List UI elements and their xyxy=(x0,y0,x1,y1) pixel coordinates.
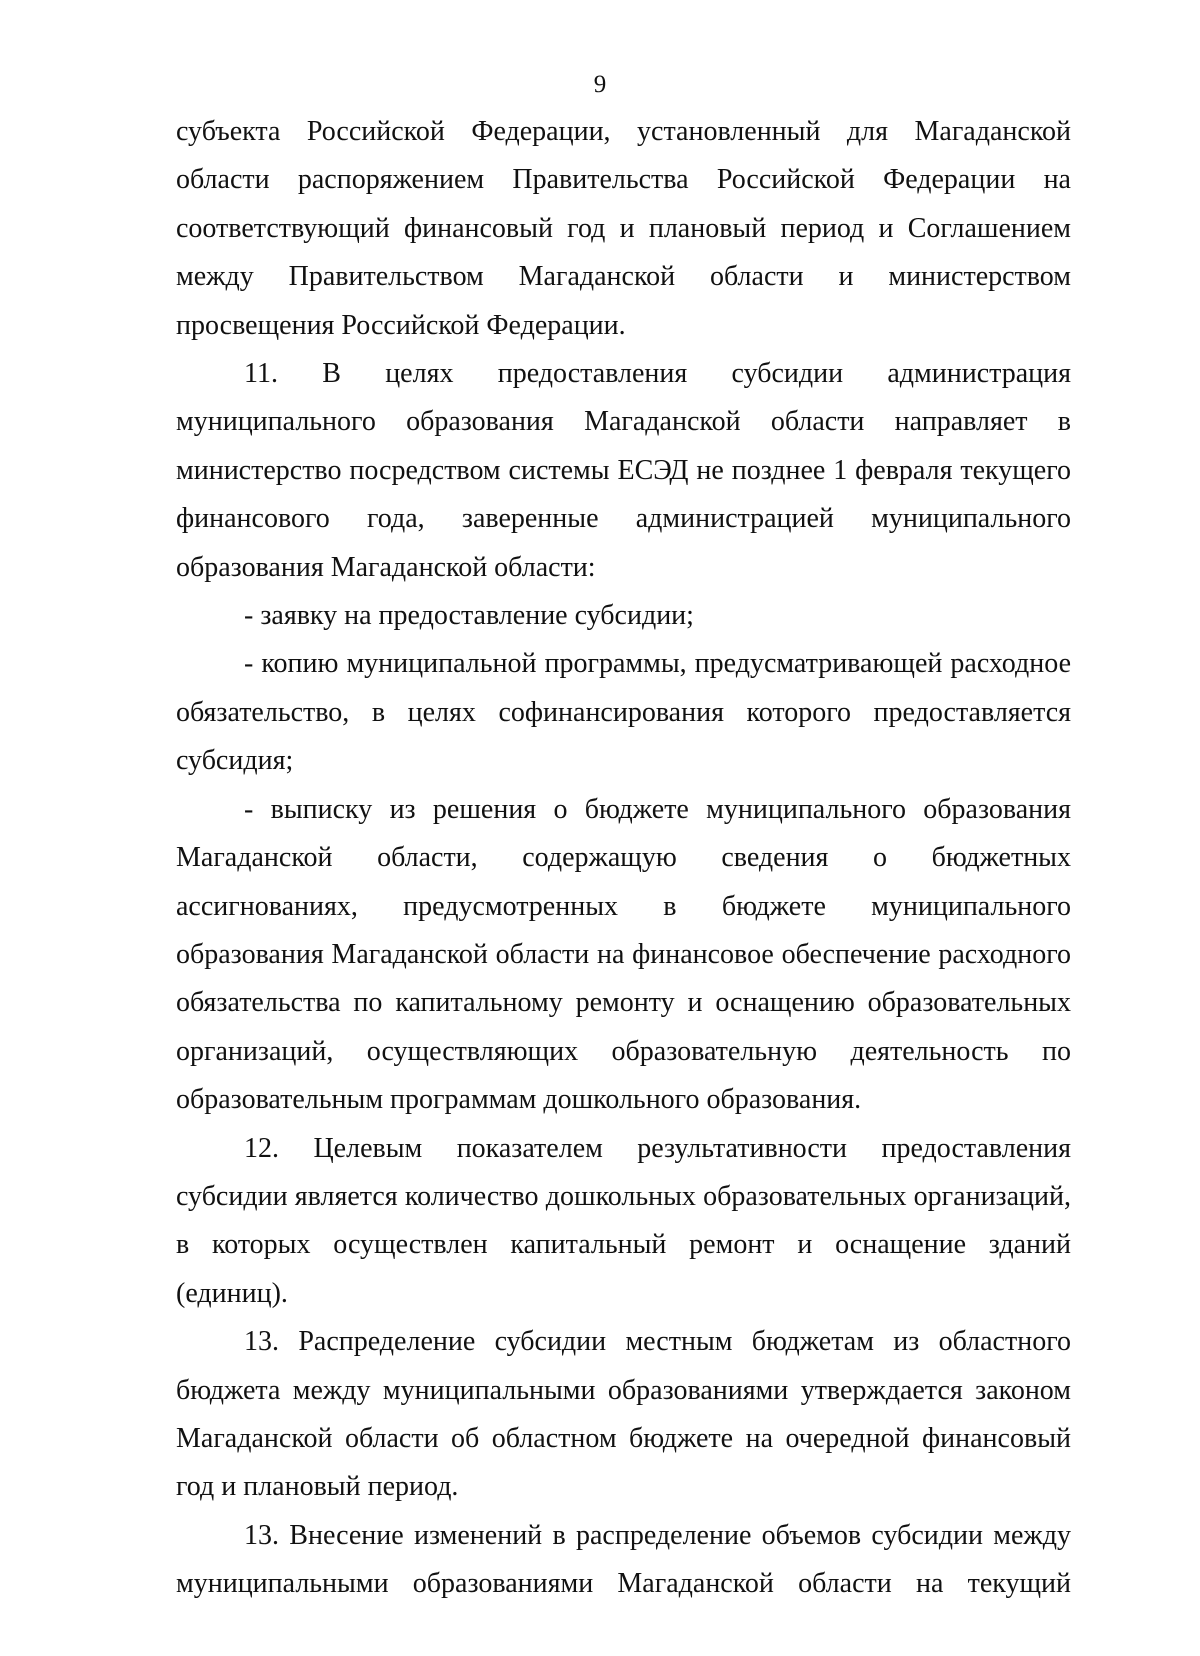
page-number: 9 xyxy=(593,71,607,98)
list-item-program-copy: - копию муниципальной программы, предусматривающей расходное обязательство, в целях софинансирования которого предоставляется субсидия; xyxy=(176,648,1071,777)
list-item-application: - заявку на предоставление субсидии; xyxy=(244,600,694,632)
paragraph-continuation: субъекта Российской Федерации, установленный для Магаданской области распоряжением Правительства Российской Федерации на соответствующий финансовый год и плановый период и Соглашением между Правительством Магаданской области и министерством просвещения Российской Федерации. xyxy=(176,116,1071,341)
document-body xyxy=(176,108,1071,1609)
paragraph-13-changes: 13. Внесение изменений в распределение объемов субсидии между муниципальными образованиями Магаданской области на текущий xyxy=(176,1519,1071,1600)
paragraph-11: 11. В целях предоставления субсидии администрация муниципального образования Магаданской области направляет в министерство посредством системы ЕСЭД не позднее 1 февраля текущего финансового года, заверенные администрацией муниципального образования Магаданской области: xyxy=(176,358,1071,583)
list-item-budget-extract: - выписку из решения о бюджете муниципального образования Магаданской области, содержащую сведения о бюджетных ассигнованиях, предусмотренных в бюджете муниципального образования Магаданской области на финансовое обеспечение расходного обязательства по капитальному ремонту и оснащению образовательных организаций, осуществляющих образовательную деятельность по образовательным программам дошкольного образования. xyxy=(176,793,1071,1116)
paragraph-13-distribution: 13. Распределение субсидии местным бюджетам из областного бюджета между муниципальными образованиями утверждается законом Магаданской области об областном бюджете на очередной финансовый год и плановый период. xyxy=(176,1326,1071,1503)
paragraph-12: 12. Целевым показателем результативности предоставления субсидии является количество дошкольных образовательных организаций, в которых осуществлен капитальный ремонт и оснащение зданий (единиц). xyxy=(176,1132,1071,1309)
